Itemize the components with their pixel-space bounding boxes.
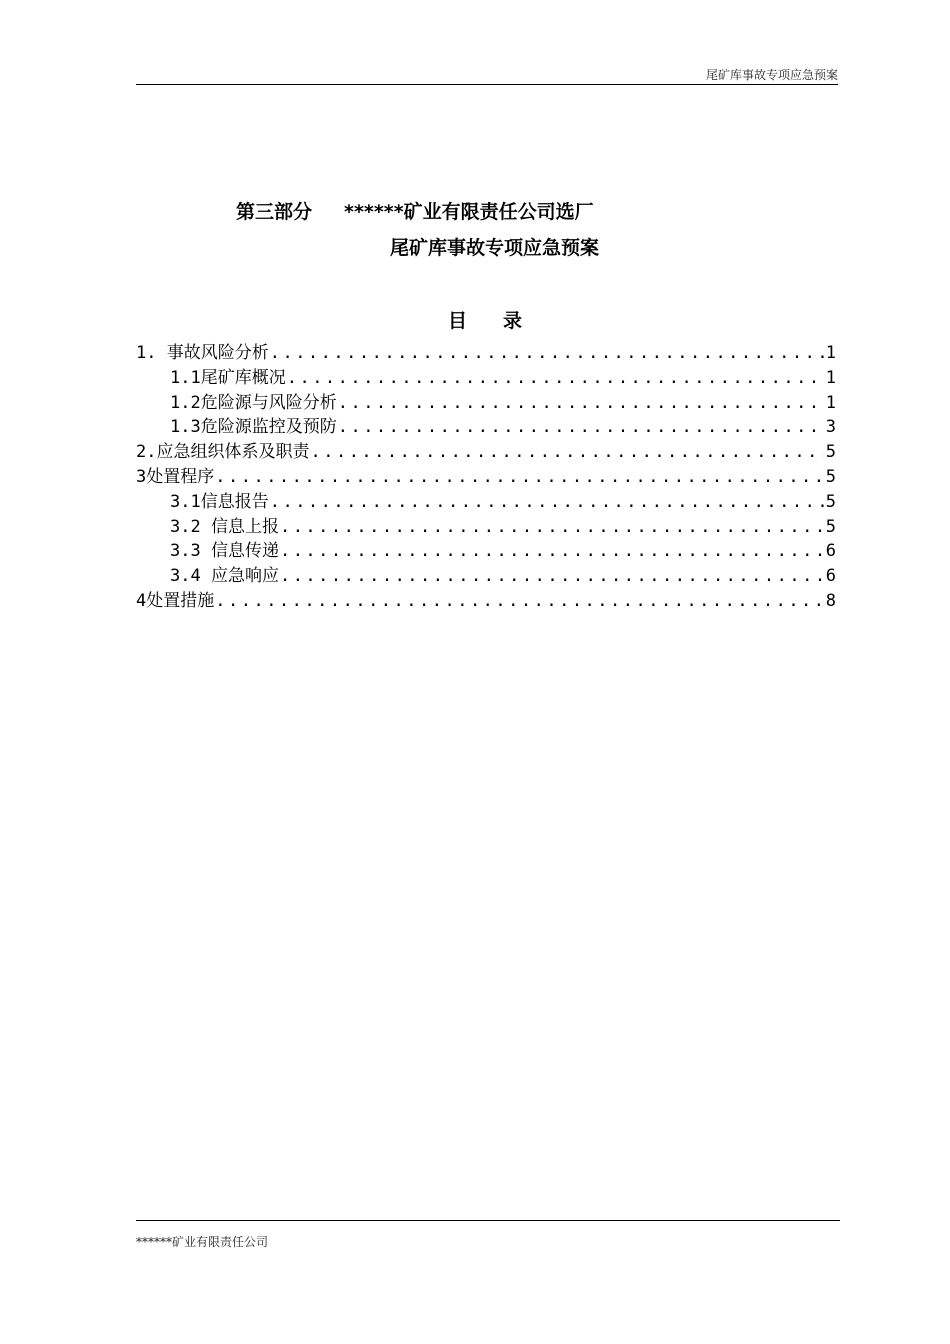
company-title: ******矿业有限责任公司选厂 [344,201,594,223]
toc-entry-label: 2.应急组织体系及职责 [136,442,310,463]
toc-entry-label: 3处置程序 [136,466,215,487]
toc-entry-page: 8 [825,590,836,611]
toc-dot-leader [338,415,824,440]
toc-entry-page: 6 [825,566,836,587]
toc-entry-page: 5 [825,442,836,463]
toc-dot-leader [287,366,824,391]
toc-entry-page: 5 [825,466,836,487]
toc-entry[interactable] [136,515,836,540]
toc-entry[interactable] [136,391,836,416]
toc-entry[interactable] [136,341,836,366]
toc-heading-right: 录 [503,310,523,332]
toc-dot-leader [270,490,824,515]
footer-rule [136,1220,840,1221]
toc-entry-page: 1 [825,367,836,388]
running-footer: ******矿业有限责任公司 [136,1235,269,1249]
toc-entry-label: 1.2危险源与风险分析 [170,392,337,413]
toc-dot-leader [215,589,824,614]
header-rule [136,84,838,85]
toc-dot-leader [280,564,824,589]
toc-entry[interactable] [136,564,836,589]
toc-entry-page: 3 [825,417,836,438]
toc-entry-label: 1.3危险源监控及预防 [170,417,337,438]
toc-entry-label: 3.3 信息传递 [170,541,279,562]
toc-entry-page: 1 [825,392,836,413]
toc-entry-label: 3.2 信息上报 [170,516,279,537]
toc-entry[interactable] [136,440,836,465]
toc-entry-page: 1 [825,343,836,363]
toc-entry-label: 1.1尾矿库概况 [170,367,286,388]
toc-entry-page: 6 [825,541,836,562]
toc-dot-leader [280,539,824,564]
toc-entry-page: 5 [825,491,836,512]
document-title: 尾矿库事故专项应急预案 [390,237,600,259]
toc-entry-label: 3.4 应急响应 [170,566,279,587]
toc-entry-label: 3.1信息报告 [170,491,269,512]
toc-entry-page: 5 [825,516,836,537]
toc-entry[interactable] [136,589,836,614]
toc-heading [448,306,522,333]
toc-dot-leader [215,465,824,490]
toc-dot-leader [310,440,823,465]
running-header: 尾矿库事故专项应急预案 [705,68,838,82]
toc-dot-leader [280,515,824,540]
toc-entry[interactable] [136,465,836,490]
toc-heading-left: 目 [448,310,468,332]
toc-entry[interactable] [136,366,836,391]
toc-dot-leader [338,391,824,416]
title-line-1 [236,197,594,224]
part-label: 第三部分 [236,201,313,223]
toc-entry[interactable] [136,490,836,515]
toc-entry-label: 4处置措施 [136,590,215,611]
toc-entry-label: 1. 事故风险分析 [136,343,269,363]
toc-entry[interactable] [136,415,836,440]
toc-dot-leader [270,341,824,366]
table-of-contents [136,341,836,614]
toc-entry[interactable] [136,539,836,564]
